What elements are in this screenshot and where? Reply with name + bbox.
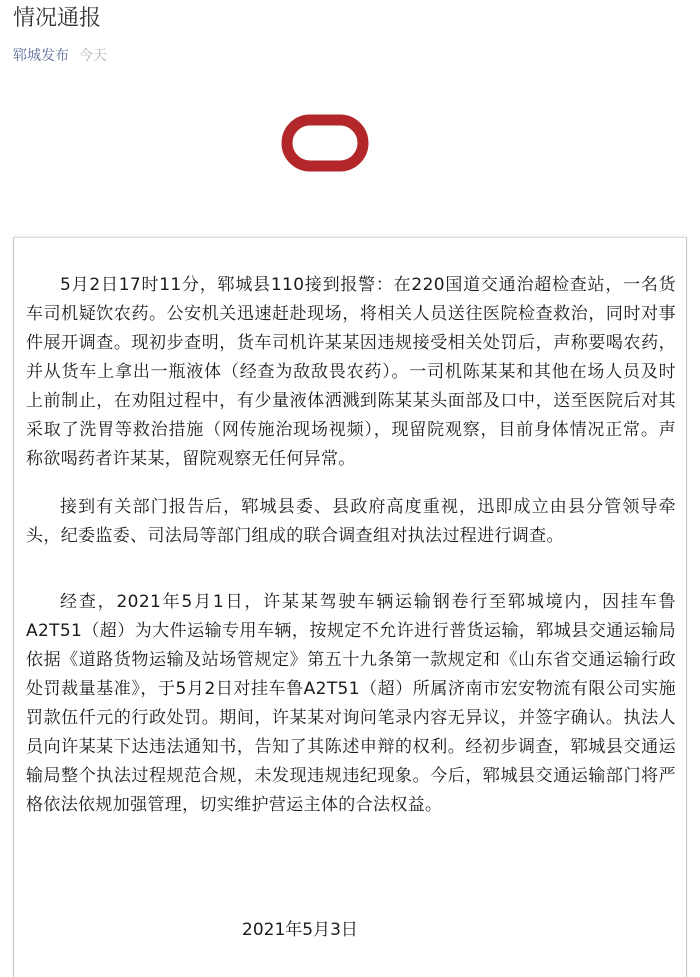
ring-shape <box>287 120 363 166</box>
red-ring-emblem <box>280 113 370 173</box>
notice-paragraph-1: 5月2日17时11分，郓城县110接到报警：在220国道交通治超检查站，一名货车司机疑饮农药。公安机关迅速赶赴现场，将相关人员送往医院检查救治，同时对事件展开调查。现初步查明，货车司机许某某因违规接受相关处罚后，声称要喝农药，并从货车上拿出一瓶液体（经查为敌敌畏农药）。一司机陈某某和其他在场人员及时上前制止，在劝阻过程中，有少量液体洒溅到陈某某头面部及口中，送至医院后对其采取了洗胃等救治措施（网传施治现场视频），现留院观察，目前身体情况正常。声称欲喝药者许某某，留院观察无任何异常。 <box>26 275 676 469</box>
publish-date: 今天 <box>79 48 107 64</box>
notice-paragraph-3: 经查，2021年5月1日，许某某驾驶车辆运输钢卷行至郓城境内，因挂车鲁A2T51（超）为大件运输专用车辆，按规定不允许进行普货运输，郓城县交通运输局依据《道路货物运输及站场管规定》第五十九条第一款规定和《山东省交通运输行政处罚裁量基准》，于5月2日对挂车鲁A2T51（超）所属济南市宏安物流有限公司实施罚款伍仟元的行政处罚。期间，许某某对询问笔录内容无异议，并签字确认。执法人员向许某某下达违法通知书，告知了其陈述申辩的权利。经初步调查，郓城县交通运输局整个执法过程规范合规，未发现违规违纪现象。今后，郓城县交通运输部门将严格依法依规加强管理，切实维护营运主体的合法权益。 <box>26 592 676 815</box>
article-title: 情况通报 <box>13 6 102 31</box>
article-meta <box>13 46 107 66</box>
notice-paragraph-2: 接到有关部门报告后，郓城县委、县政府高度重视，迅即成立由县分管领导牵头，纪委监委、司法局等部门组成的联合调查组对执法过程进行调查。 <box>26 497 676 546</box>
account-name-link[interactable]: 郓城发布 <box>13 48 69 64</box>
signature-date: 2021年5月3日 <box>242 920 358 940</box>
notice-card <box>13 237 687 977</box>
red-ring-icon <box>280 113 370 173</box>
